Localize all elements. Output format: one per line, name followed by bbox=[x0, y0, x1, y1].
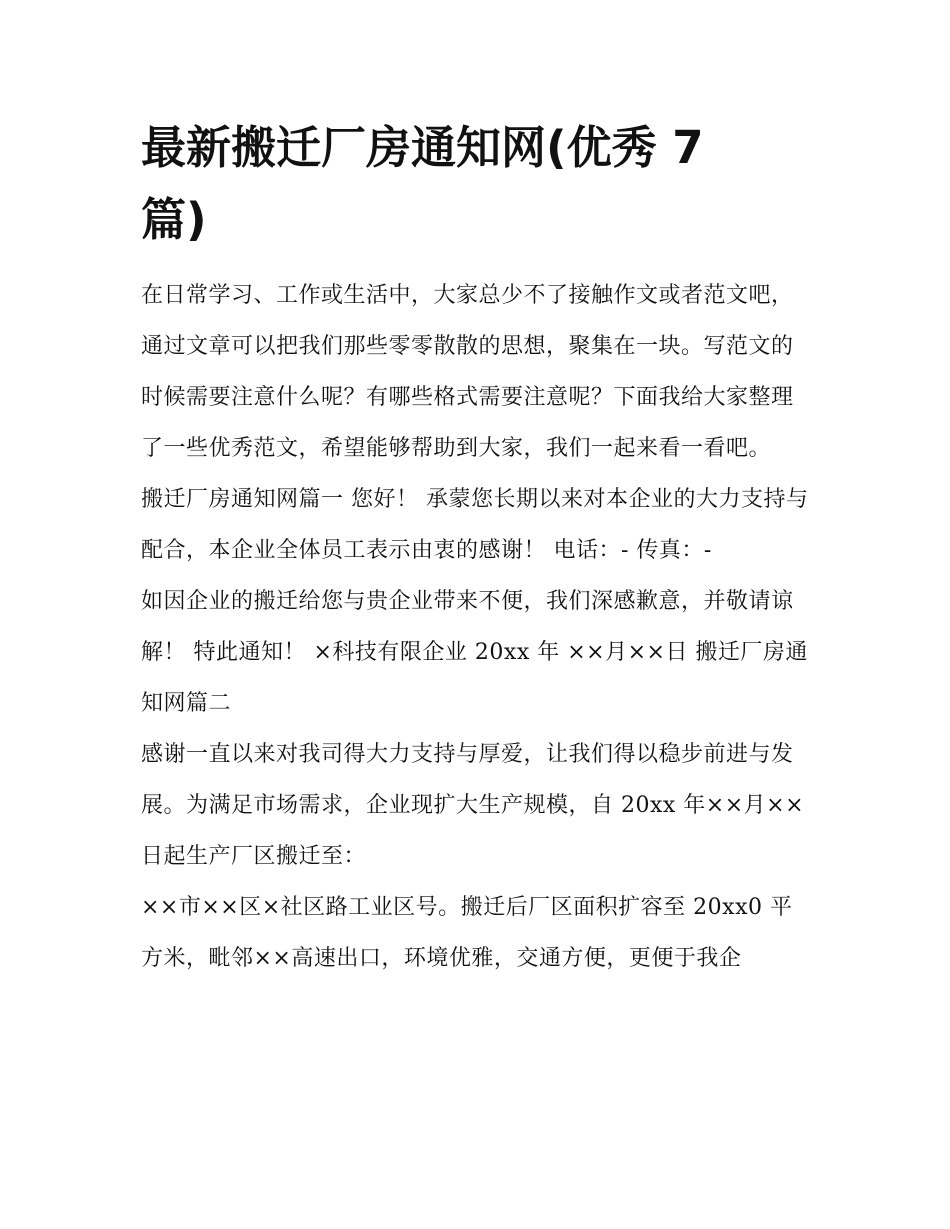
notice-one-paragraph: 搬迁厂房通知网篇一 您好！ 承蒙您长期以来对本企业的大力支持与配合，本企业全体员工表示由衷的感谢！ 电话：- 传真：- bbox=[141, 487, 809, 563]
intro-paragraph: 在日常学习、工作或生活中，大家总少不了接触作文或者范文吧，通过文章可以把我们那些零零散散的思想，聚集在一块。写范文的时候需要注意什么呢？有哪些格式需要注意呢？下面我给大家整理了一些优秀范文，希望能够帮助到大家，我们一起来看一看吧。 bbox=[141, 283, 794, 461]
document-title: 最新搬迁厂房通知网(优秀 7 篇) bbox=[141, 121, 704, 246]
address-paragraph: ××市××区×社区路工业区号。搬迁后厂区面积扩容至 20xx0 平方米，毗邻××高速出口，环境优雅，交通方便，更便于我企 bbox=[141, 895, 793, 971]
document-page bbox=[141, 112, 811, 984]
apology-paragraph: 如因企业的搬迁给您与贵企业带来不便，我们深感歉意，并敬请谅解！ 特此通知！ ×科技有限企业 20xx 年 ××月××日 搬迁厂房通知网篇二 bbox=[141, 589, 808, 716]
notice-two-paragraph: 感谢一直以来对我司得大力支持与厚爱，让我们得以稳步前进与发展。为满足市场需求，企业现扩大生产规模，自 20xx 年××月××日起生产厂区搬迁至： bbox=[141, 742, 805, 869]
